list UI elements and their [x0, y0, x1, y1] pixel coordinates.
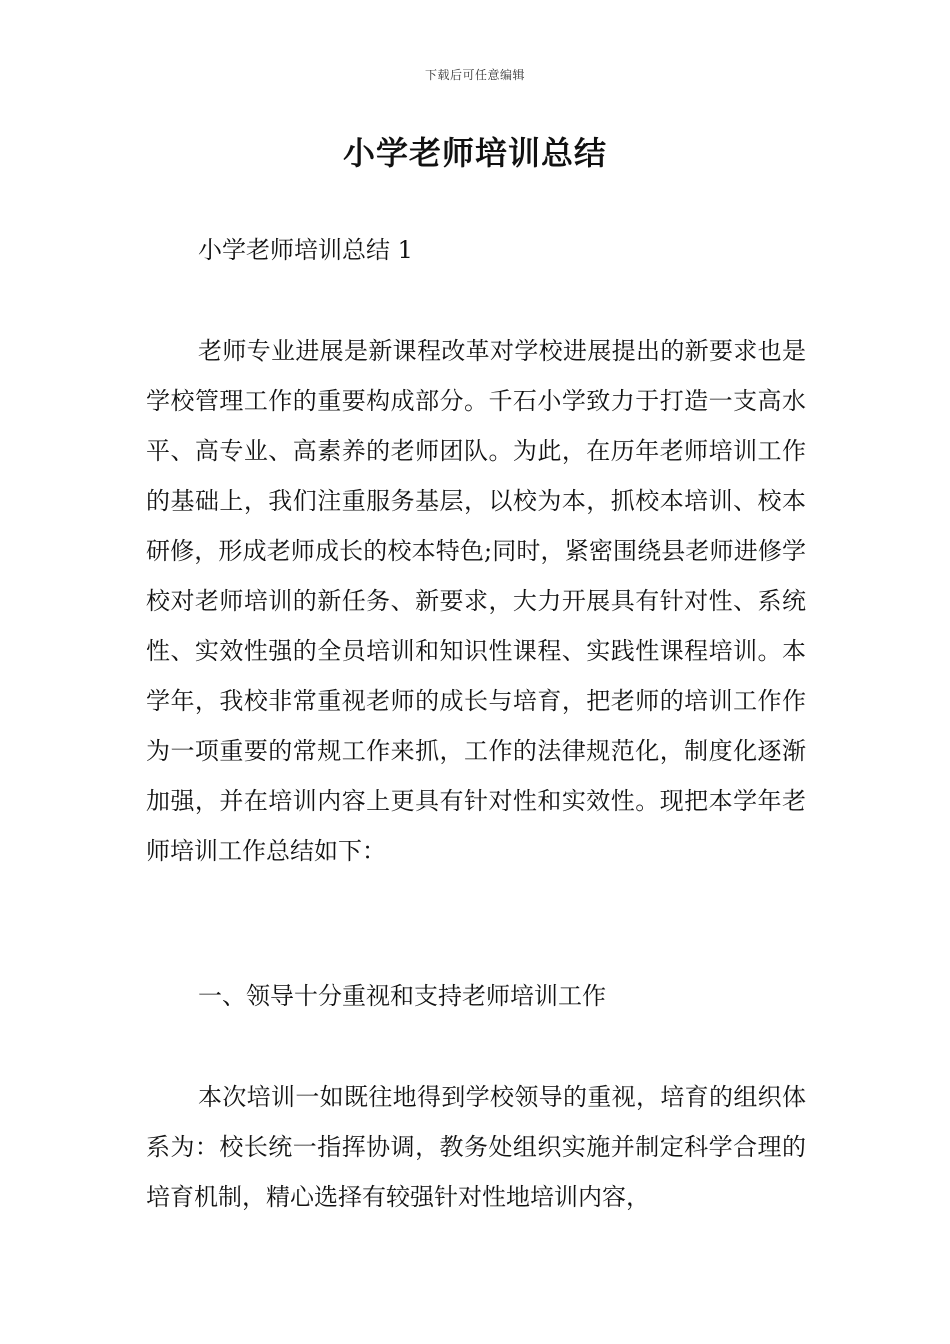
document-subtitle: 小学老师培训总结 1: [198, 236, 413, 264]
body-paragraph-1: 老师专业进展是新课程改革对学校进展提出的新要求也是学校管理工作的重要构成部分。千石小学致力于打造一支高水平、高专业、高素养的老师团队。为此，在历年老师培训工作的基础上，我们注重服务基层，以校为本，抓校本培训、校本研修，形成老师成长的校本特色;同时，紧密围绕县老师进修学校对老师培训的新任务、新要求，大力开展具有针对性、系统性、实效性强的全员培训和知识性课程、实践性课程培训。本学年，我校非常重视老师的成长与培育，把老师的培训工作作为一项重要的常规工作来抓，工作的法律规范化，制度化逐渐加强，并在培训内容上更具有针对性和实效性。现把本学年老师培训工作总结如下：: [146, 337, 806, 865]
header-note: 下载后可任意编辑: [424, 68, 525, 82]
page-title: 小学老师培训总结: [342, 134, 607, 172]
section-heading: 一、领导十分重视和支持老师培训工作: [198, 982, 606, 1010]
body-paragraph-2: 本次培训一如既往地得到学校领导的重视，培育的组织体系为：校长统一指挥协调，教务处组织实施并制定科学合理的培育机制，精心选择有较强针对性地培训内容，: [146, 1083, 806, 1211]
